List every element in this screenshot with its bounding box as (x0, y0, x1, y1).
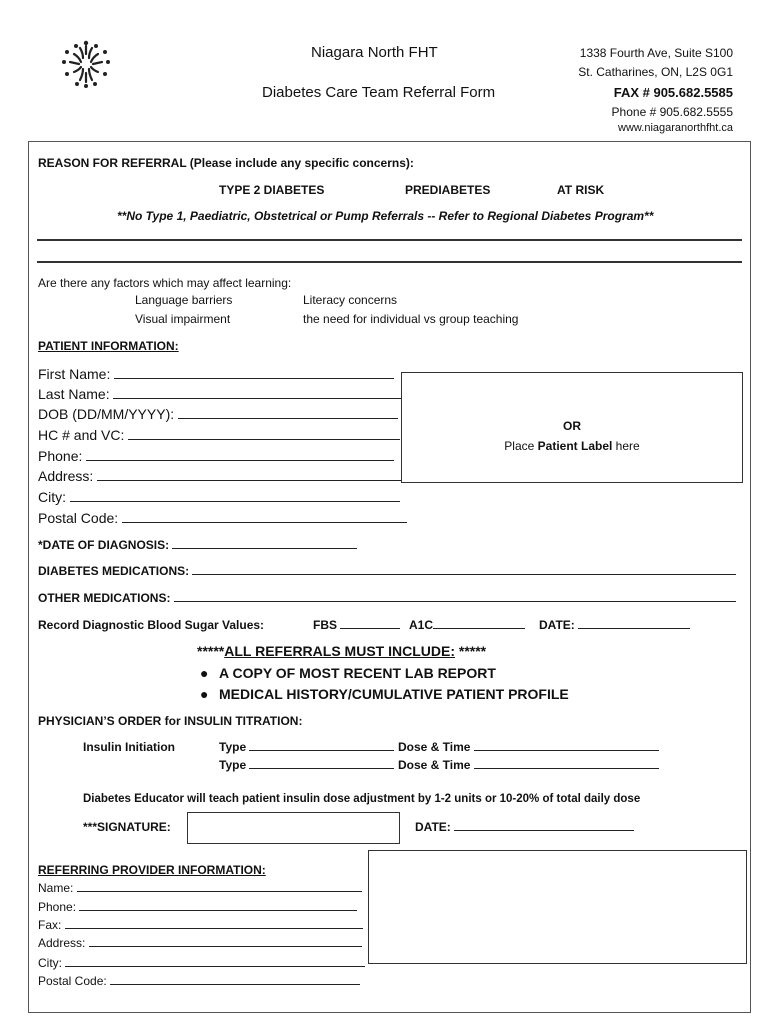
org-phone: Phone # 905.682.5555 (611, 105, 733, 119)
provider-name-label: Name: (38, 881, 74, 895)
provider-phone-field[interactable] (38, 900, 357, 914)
reason-heading: REASON FOR REFERRAL (Please include any specific concerns): (38, 156, 414, 170)
divider (37, 239, 742, 241)
dose-time-field-2[interactable] (398, 758, 659, 772)
org-website: www.niagaranorthfht.ca (618, 122, 733, 134)
hc-field[interactable] (38, 427, 400, 443)
first-name-label: First Name: (38, 366, 111, 382)
fbs-label: FBS (313, 618, 337, 632)
signature-box[interactable] (187, 812, 400, 844)
learning-question: Are there any factors which may affect learning: (38, 276, 292, 290)
patient-city-field[interactable] (38, 489, 400, 505)
org-address-1: 1338 Fourth Ave, Suite S100 (579, 46, 733, 60)
insulin-initiation-label: Insulin Initiation (83, 740, 175, 754)
dose-time-label: Dose & Time (398, 740, 471, 754)
blood-sugar-date-label: DATE: (539, 618, 575, 632)
dob-field[interactable] (38, 406, 398, 422)
insulin-type-label: Type (219, 740, 247, 754)
provider-stamp-box[interactable] (368, 850, 747, 964)
org-address-2: St. Catharines, ON, L2S 0G1 (578, 65, 733, 79)
patient-address-label: Address: (38, 468, 94, 484)
other-medications-label: OTHER MEDICATIONS: (38, 591, 171, 605)
must-include-item-1: A COPY OF MOST RECENT LAB REPORT (219, 665, 496, 681)
provider-city-label: City: (38, 956, 62, 970)
provider-fax-field[interactable] (38, 918, 363, 932)
provider-postal-label: Postal Code: (38, 974, 107, 988)
patient-address-field[interactable] (38, 468, 402, 484)
referral-exclusion-note: **No Type 1, Paediatric, Obstetrical or Pump Referrals -- Refer to Regional Diabetes Program** (117, 209, 654, 223)
first-name-field[interactable] (38, 366, 394, 382)
provider-fax-label: Fax: (38, 918, 62, 932)
insulin-type-field-1[interactable] (219, 740, 394, 754)
option-at-risk[interactable]: AT RISK (557, 183, 605, 197)
patient-label-box[interactable] (401, 372, 743, 483)
insulin-type-label: Type (219, 758, 247, 772)
patient-postal-label: Postal Code: (38, 510, 119, 526)
record-blood-sugar-label: Record Diagnostic Blood Sugar Values: (38, 618, 265, 632)
signature-date-field[interactable] (415, 820, 634, 834)
label-or-text: OR (563, 419, 581, 433)
patient-info-heading: PATIENT INFORMATION: (38, 339, 179, 353)
patient-city-label: City: (38, 489, 66, 505)
diabetes-medications-label: DIABETES MEDICATIONS: (38, 564, 190, 578)
dose-time-field-1[interactable] (398, 740, 659, 754)
patient-phone-label: Phone: (38, 448, 83, 464)
dose-time-label: Dose & Time (398, 758, 471, 772)
option-prediabetes[interactable]: PREDIABETES (405, 183, 491, 197)
last-name-field[interactable] (38, 386, 401, 402)
factor-literacy-concerns[interactable]: Literacy concerns (303, 293, 398, 307)
fbs-field[interactable] (313, 618, 400, 632)
signature-date-label: DATE: (415, 820, 451, 834)
provider-address-field[interactable] (38, 936, 362, 950)
date-of-diagnosis-label: *DATE OF DIAGNOSIS: (38, 538, 170, 552)
insulin-order-heading: PHYSICIAN’S ORDER for INSULIN TITRATION: (38, 714, 303, 728)
place-label-text: Place Patient Label here (504, 439, 640, 453)
signature-label: ***SIGNATURE: (83, 820, 171, 834)
a1c-label: A1C (409, 618, 434, 632)
provider-info-heading: REFERRING PROVIDER INFORMATION: (38, 863, 266, 877)
org-name: Niagara North FHT (311, 44, 438, 61)
factor-visual-impairment[interactable]: Visual impairment (135, 312, 231, 326)
must-include-heading: *****ALL REFERRALS MUST INCLUDE: ***** (197, 643, 487, 659)
provider-postal-field[interactable] (38, 974, 360, 988)
dob-label: DOB (DD/MM/YYYY): (38, 406, 175, 422)
provider-city-field[interactable] (38, 956, 365, 970)
provider-phone-label: Phone: (38, 900, 77, 914)
fht-logo (50, 40, 122, 90)
a1c-field[interactable] (409, 618, 525, 632)
factor-individual-teaching[interactable]: the need for individual vs group teaching (303, 312, 519, 326)
divider (37, 261, 742, 263)
factor-language-barriers[interactable]: Language barriers (135, 293, 233, 307)
date-of-diagnosis-field[interactable] (38, 538, 357, 552)
provider-name-field[interactable] (38, 881, 362, 895)
educator-note: Diabetes Educator will teach patient insulin dose adjustment by 1-2 units or 10-20% of total daily dose (83, 793, 641, 805)
other-medications-field[interactable] (38, 591, 736, 605)
last-name-label: Last Name: (38, 386, 110, 402)
option-type2-diabetes[interactable]: TYPE 2 DIABETES (219, 183, 325, 197)
bullet-icon: ● (200, 686, 209, 702)
blood-sugar-date-field[interactable] (539, 618, 690, 632)
bullet-icon: ● (200, 665, 209, 681)
form-title: Diabetes Care Team Referral Form (262, 84, 496, 101)
provider-address-label: Address: (38, 936, 86, 950)
patient-postal-field[interactable] (38, 510, 407, 526)
hc-label: HC # and VC: (38, 427, 125, 443)
org-fax: FAX # 905.682.5585 (613, 85, 733, 100)
insulin-type-field-2[interactable] (219, 758, 394, 772)
diabetes-medications-field[interactable] (38, 564, 736, 578)
must-include-item-2: MEDICAL HISTORY/CUMULATIVE PATIENT PROFILE (219, 686, 569, 702)
patient-phone-field[interactable] (38, 448, 394, 464)
